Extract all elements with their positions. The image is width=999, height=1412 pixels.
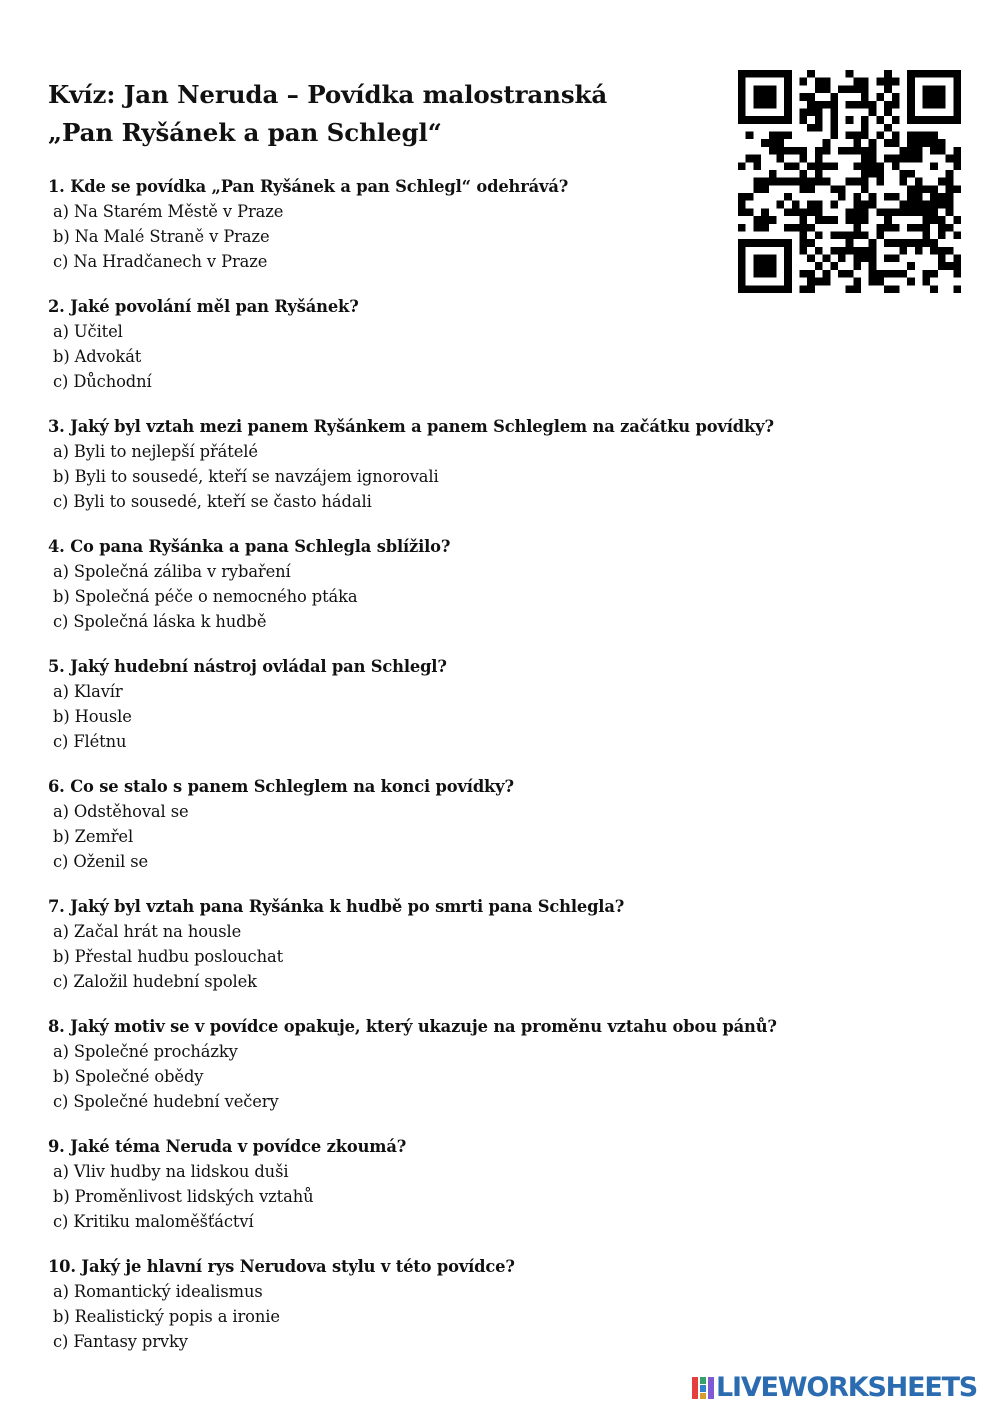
question-text: 9. Jaké téma Neruda v povídce zkoumá?	[48, 1137, 407, 1156]
answer-option-b: b) Proměnlivost lidských vztahů	[53, 1187, 314, 1206]
page-title-line-2: „Pan Ryšánek a pan Schlegl“	[48, 118, 442, 147]
brand-text: LIVEWORKSHEETS	[716, 1372, 978, 1403]
question-6	[48, 774, 948, 894]
answer-option-a: a) Společná záliba v rybaření	[53, 562, 291, 581]
answer-option-a: a) Romantický idealismus	[53, 1282, 263, 1301]
question-2	[48, 294, 948, 414]
answer-option-b: b) Realistický popis a ironie	[53, 1307, 280, 1326]
answer-option-c: c) Na Hradčanech v Praze	[53, 252, 268, 271]
question-1	[48, 174, 948, 294]
answer-option-c: c) Byli to sousedé, kteří se často hádali	[53, 492, 372, 511]
answer-option-b: b) Advokát	[53, 347, 142, 366]
answer-option-a: a) Začal hrát na housle	[53, 922, 242, 941]
answer-option-a: a) Vliv hudby na lidskou duši	[53, 1162, 289, 1181]
page-title-line-1: Kvíz: Jan Neruda – Povídka malostranská	[48, 80, 608, 109]
answer-option-a: a) Byli to nejlepší přátelé	[53, 442, 258, 461]
question-text: 4. Co pana Ryšánka a pana Schlegla sblížilo?	[48, 537, 451, 556]
answer-option-c: c) Společné hudební večery	[53, 1092, 279, 1111]
question-text: 8. Jaký motiv se v povídce opakuje, který ukazuje na proměnu vztahu obou pánů?	[48, 1017, 777, 1036]
question-7	[48, 894, 948, 1014]
answer-option-b: b) Zemřel	[53, 827, 134, 846]
question-5	[48, 654, 948, 774]
answer-option-b: b) Společné obědy	[53, 1067, 204, 1086]
answer-option-c: c) Flétnu	[53, 732, 127, 751]
answer-option-a: a) Klavír	[53, 682, 123, 701]
answer-option-a: a) Na Starém Městě v Praze	[53, 202, 284, 221]
answer-option-c: c) Společná láska k hudbě	[53, 612, 267, 631]
answer-option-c: c) Oženil se	[53, 852, 149, 871]
question-text: 3. Jaký byl vztah mezi panem Ryšánkem a panem Schleglem na začátku povídky?	[48, 417, 774, 436]
question-10	[48, 1254, 948, 1374]
question-8	[48, 1014, 948, 1134]
quiz-questions	[48, 174, 948, 1374]
answer-option-c: c) Důchodní	[53, 372, 152, 391]
question-text: 6. Co se stalo s panem Schleglem na konci povídky?	[48, 777, 514, 796]
question-text: 1. Kde se povídka „Pan Ryšánek a pan Schlegl“ odehrává?	[48, 177, 569, 196]
answer-option-a: a) Učitel	[53, 322, 123, 341]
answer-option-b: b) Přestal hudbu poslouchat	[53, 947, 284, 966]
brand-logo	[692, 1373, 977, 1403]
question-3	[48, 414, 948, 534]
answer-option-c: c) Fantasy prvky	[53, 1332, 188, 1351]
liveworksheets-logo-icon	[692, 1375, 714, 1401]
question-9	[48, 1134, 948, 1254]
answer-option-a: a) Společné procházky	[53, 1042, 238, 1061]
answer-option-b: b) Byli to sousedé, kteří se navzájem ignorovali	[53, 467, 439, 486]
question-text: 5. Jaký hudební nástroj ovládal pan Schlegl?	[48, 657, 447, 676]
page-title	[48, 76, 728, 152]
question-text: 7. Jaký byl vztah pana Ryšánka k hudbě po smrti pana Schlegla?	[48, 897, 625, 916]
answer-option-b: b) Na Malé Straně v Praze	[53, 227, 270, 246]
answer-option-c: c) Kritiku maloměšťáctví	[53, 1212, 254, 1231]
answer-option-a: a) Odstěhoval se	[53, 802, 189, 821]
answer-option-b: b) Společná péče o nemocného ptáka	[53, 587, 358, 606]
question-text: 2. Jaké povolání měl pan Ryšánek?	[48, 297, 359, 316]
answer-option-b: b) Housle	[53, 707, 132, 726]
question-text: 10. Jaký je hlavní rys Nerudova stylu v této povídce?	[48, 1257, 515, 1276]
answer-option-c: c) Založil hudební spolek	[53, 972, 257, 991]
question-4	[48, 534, 948, 654]
